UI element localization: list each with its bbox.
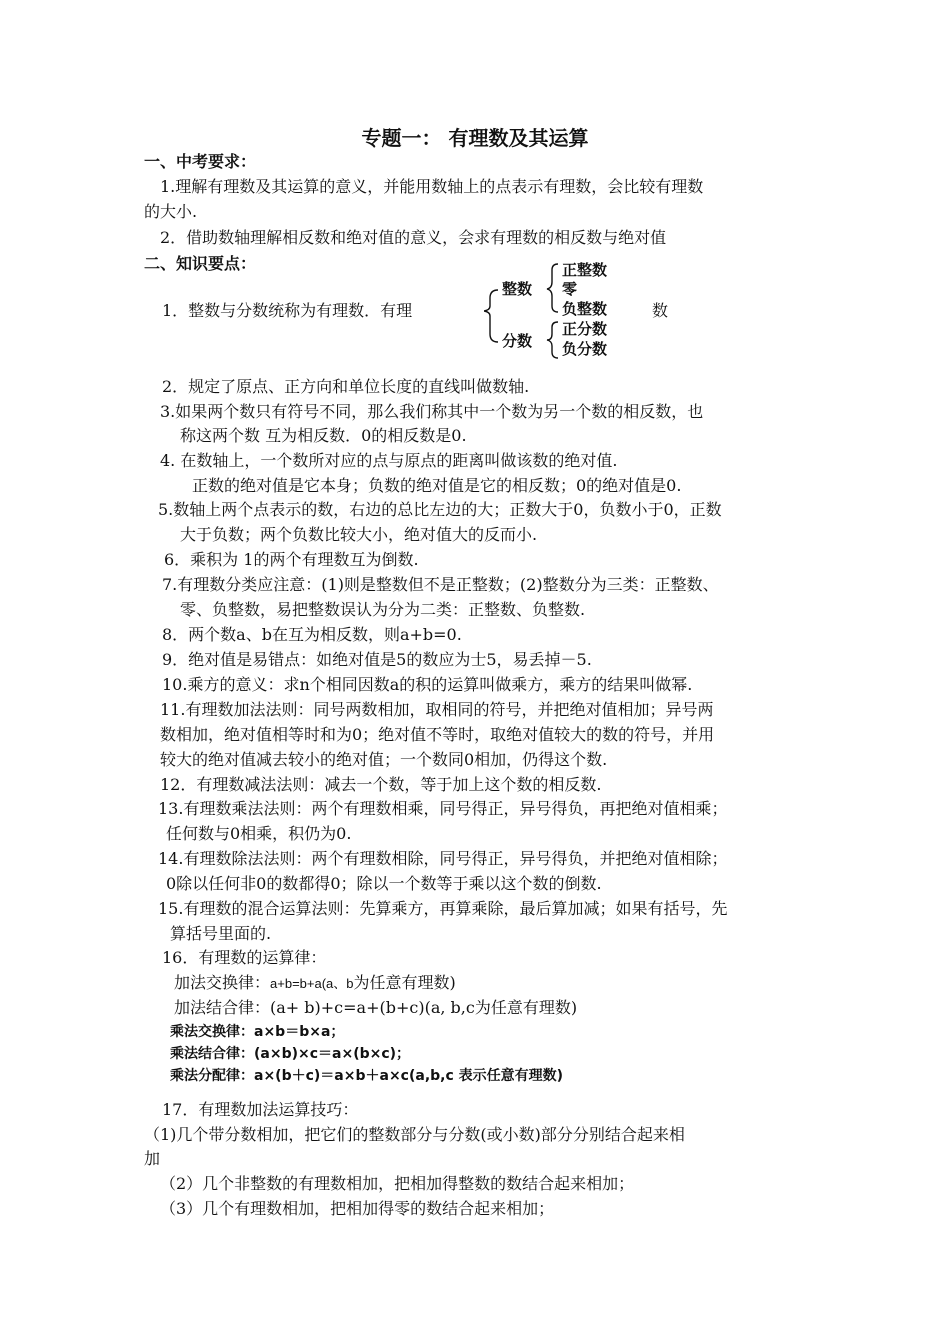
knowledge-point-11-cont-2: 较大的绝对值减去较小的绝对值；一个数同0相加，仍得这个数. — [160, 750, 608, 769]
knowledge-point-9: 9．绝对值是易错点：如绝对值是5的数应为士5，易丢掉－5. — [162, 650, 592, 669]
tree-integer-label: 整数 — [502, 280, 533, 298]
knowledge-point-11-cont-1: 数相加，绝对值相等时和为0；绝对值不等时，取绝对值较大的数的符号，并用 — [160, 725, 715, 744]
rational-number-classification-tree — [484, 258, 644, 362]
tree-positive-integer: 正整数 — [562, 261, 608, 279]
knowledge-point-4-cont: 正数的绝对值是它本身；负数的绝对值是它的相反数；0的绝对值是0. — [192, 476, 682, 495]
knowledge-point-14-cont: 0除以任何非0的数都得0；除以一个数等于乘以这个数的倒数. — [166, 874, 602, 893]
knowledge-point-1: 1．整数与分数统称为有理数．有理 — [162, 301, 413, 320]
knowledge-point-6: 6．乘积为 1的两个有理数互为倒数. — [164, 550, 419, 569]
law-multiplication-associative: 乘法结合律：(a×b)×c＝a×(b×c)； — [170, 1046, 411, 1062]
requirement-line-1-cont: 的大小. — [144, 202, 198, 221]
requirement-line-1: 1.理解有理数及其运算的意义，并能用数轴上的点表示有理数，会比较有理数 — [160, 177, 704, 196]
law-addition-commutative — [174, 972, 456, 994]
addition-tip-1: （1)几个带分数相加，把它们的整数部分与分数(或小数)部分分别结合起来相 — [144, 1125, 685, 1144]
knowledge-point-1-suffix: 数 — [652, 301, 669, 320]
knowledge-point-3: 3.如果两个数只有符号不同，那么我们称其中一个数为另一个数的相反数，也 — [160, 402, 704, 421]
knowledge-point-12: 12．有理数减法法则：减去一个数，等于加上这个数的相反数. — [160, 775, 602, 794]
addition-tip-2: （2）几个非整数的有理数相加，把相加得整数的数结合起来相加； — [160, 1174, 635, 1193]
law-multiplication-commutative: 乘法交换律：a×b＝b×a； — [170, 1024, 345, 1040]
tree-negative-fraction: 负分数 — [562, 340, 608, 358]
tree-negative-integer: 负整数 — [562, 300, 608, 318]
section-heading-requirements: 一、中考要求： — [144, 152, 257, 171]
knowledge-point-17: 17．有理数加法运算技巧： — [162, 1100, 359, 1119]
law-tail: 为任意有理数) — [353, 973, 456, 992]
law-multiplication-distributive: 乘法分配律：a×(b＋c)＝a×b＋a×c(a,b,c 表示任意有理数) — [170, 1068, 564, 1084]
section-heading-knowledge: 二、知识要点： — [144, 254, 257, 273]
tree-zero: 零 — [562, 280, 578, 298]
knowledge-point-16: 16．有理数的运算律： — [162, 948, 327, 967]
tree-positive-fraction: 正分数 — [562, 320, 608, 338]
knowledge-point-11: 11.有理数加法法则：同号两数相加，取相同的符号，并把绝对值相加；异号两 — [160, 700, 714, 719]
law-addition-associative: 加法结合律：(a+ b)+c=a+(b+c)(a, b,c为任意有理数) — [174, 998, 578, 1017]
law-formula: a+b=b+a(a、b — [270, 976, 354, 991]
tree-fraction-label: 分数 — [502, 332, 533, 350]
knowledge-point-2: 2．规定了原点、正方向和单位长度的直线叫做数轴. — [162, 377, 530, 396]
knowledge-point-15-cont: 算括号里面的. — [170, 924, 272, 943]
requirement-line-2: 2．借助数轴理解相反数和绝对值的意义，会求有理数的相反数与绝对值 — [160, 228, 667, 247]
knowledge-point-5: 5.数轴上两个点表示的数，右边的总比左边的大；正数大于0，负数小于0，正数 — [158, 500, 722, 519]
knowledge-point-14: 14.有理数除法法则：两个有理数相除，同号得正，异号得负，并把绝对值相除； — [158, 849, 728, 868]
addition-tip-1-cont: 加 — [144, 1149, 161, 1168]
knowledge-point-4: 4. 在数轴上，一个数所对应的点与原点的距离叫做该数的绝对值. — [160, 451, 618, 470]
knowledge-point-13: 13.有理数乘法法则：两个有理数相乘，同号得正，异号得负，再把绝对值相乘； — [158, 799, 728, 818]
law-label: 加法交换律： — [174, 973, 271, 992]
knowledge-point-15: 15.有理数的混合运算法则：先算乘方，再算乘除，最后算加减；如果有括号，先 — [158, 899, 728, 918]
knowledge-point-8: 8．两个数a、b在互为相反数，则a+b=0. — [162, 625, 462, 644]
knowledge-point-5-cont: 大于负数；两个负数比较大小，绝对值大的反而小. — [180, 525, 538, 544]
page-title: 专题一： 有理数及其运算 — [361, 126, 589, 150]
knowledge-point-3-cont: 称这两个数 互为相反数．0的相反数是0. — [180, 426, 467, 445]
knowledge-point-7: 7.有理数分类应注意：(1)则是整数但不是正整数；(2)整数分为三类：正整数、 — [162, 575, 719, 594]
knowledge-point-13-cont: 任何数与0相乘，积仍为0. — [166, 824, 352, 843]
knowledge-point-7-cont: 零、负整数，易把整数误认为分为二类：正整数、负整数. — [180, 600, 586, 619]
knowledge-point-10: 10.乘方的意义：求n个相同因数a的积的运算叫做乘方，乘方的结果叫做幂. — [162, 675, 693, 694]
addition-tip-3: （3）几个有理数相加，把相加得零的数结合起来相加； — [160, 1199, 555, 1218]
